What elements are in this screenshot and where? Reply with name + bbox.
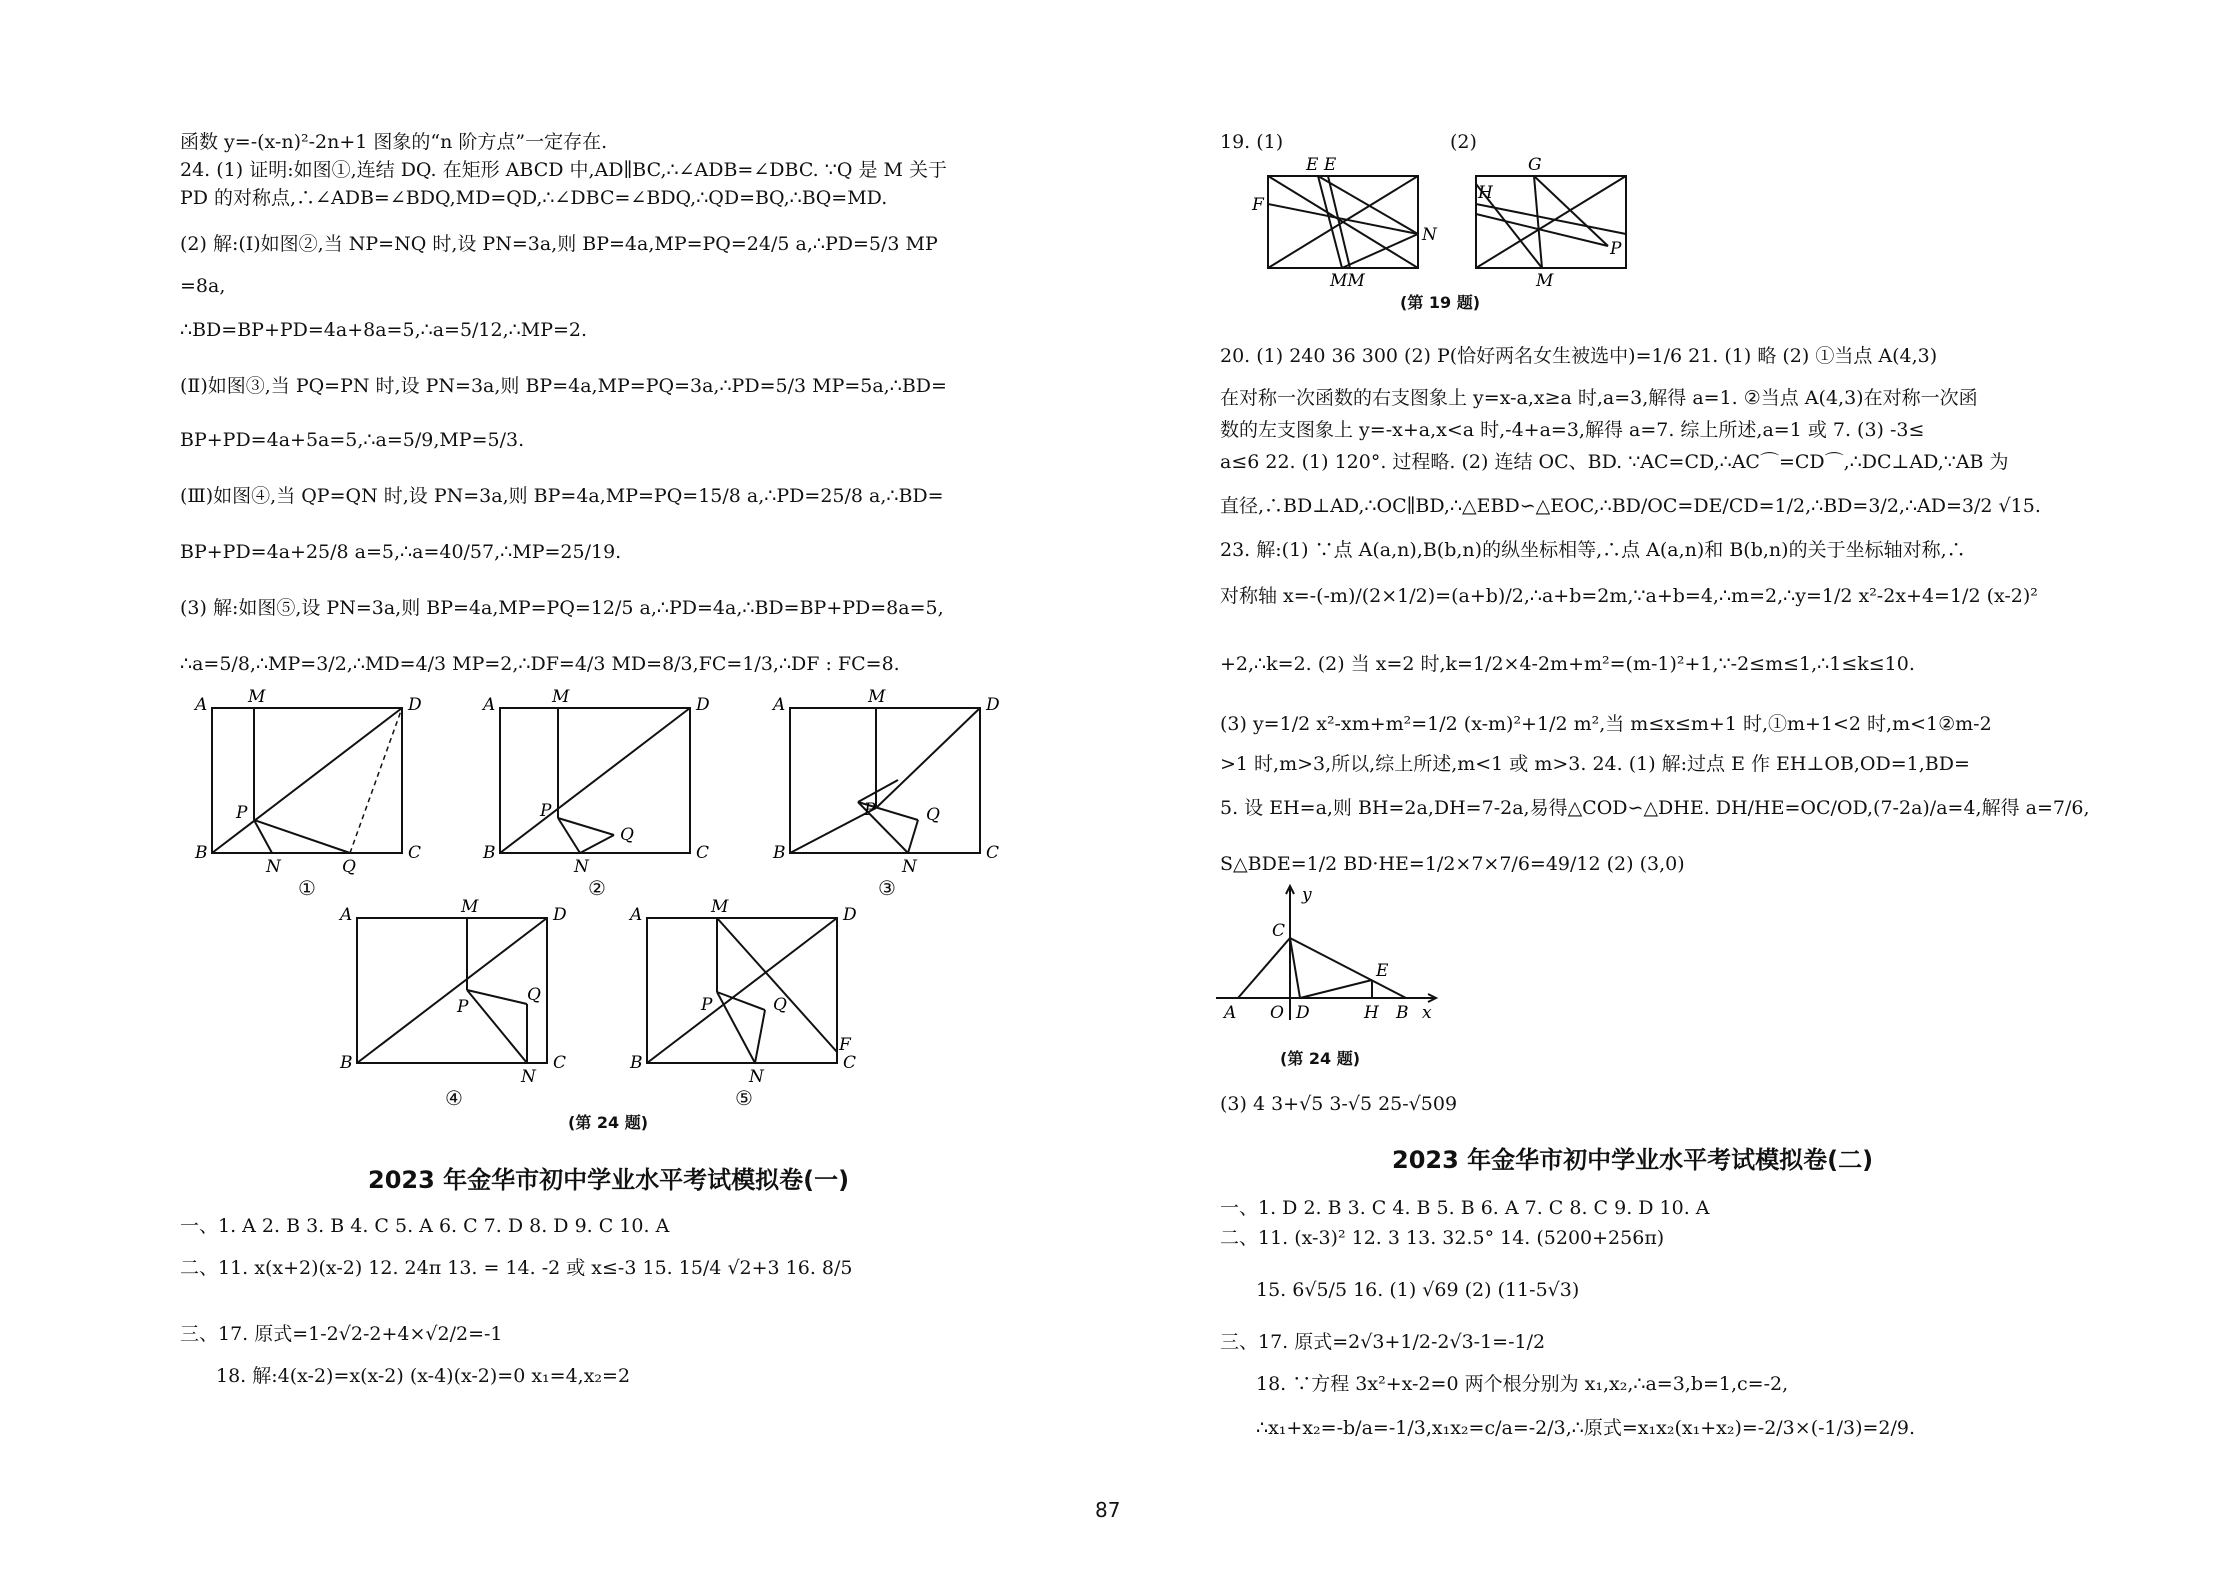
answer-line: 一、1. D 2. B 3. C 4. B 5. B 6. A 7. C 8. C 9. D 10. A xyxy=(1220,1197,1710,1219)
figure-number: ③ xyxy=(878,876,896,900)
point-label: C xyxy=(553,1053,567,1073)
figure-number: ⑤ xyxy=(735,1086,753,1110)
text-line: a≤6 22. (1) 120°. 过程略. (2) 连结 OC、BD. ∵AC=CD,∴AC⌒=CD⌒,∴DC⊥AD,∵AB 为 xyxy=(1220,451,2009,473)
figure-19-2 xyxy=(1458,150,1648,290)
text-line: BP+PD=4a+25/8 a=5,∴a=40/57,∴MP=25/19. xyxy=(180,541,622,563)
text-line: (3) 解:如图⑤,设 PN=3a,则 BP=4a,MP=PQ=12/5 a,∴PD=4a,∴BD=BP+PD=8a=5, xyxy=(180,597,944,619)
figure-number: ① xyxy=(298,876,316,900)
text-line: 直径,∴BD⊥AD,∴OC∥BD,∴△EBD∽△EOC,∴BD/OC=DE/CD=1/2,∴BD=3/2,∴AD=3/2 √15. xyxy=(1220,495,2041,517)
point-label: H xyxy=(1364,1003,1379,1023)
point-label: C xyxy=(696,843,710,863)
text-line: 函数 y=-(x-n)²-2n+1 图象的“n 阶方点”一定存在. xyxy=(180,131,608,153)
text-line: 数的左支图象上 y=-x+a,x<a 时,-4+a=3,解得 a=7. 综上所述,a=1 或 7. (3) -3≤ xyxy=(1220,419,1925,441)
point-label: A xyxy=(630,905,643,925)
point-label: D xyxy=(553,905,567,925)
point-label: N xyxy=(902,857,917,877)
point-label: A xyxy=(340,905,353,925)
text-line: ∴a=5/8,∴MP=3/2,∴MD=4/3 MP=2,∴DF=4/3 MD=8/3,FC=1/3,∴DF : FC=8. xyxy=(180,653,900,675)
point-label: N xyxy=(1422,225,1437,245)
point-label: B xyxy=(1396,1003,1409,1023)
figure-24-3 xyxy=(768,687,1000,890)
point-label: x xyxy=(1422,1003,1432,1023)
figure-caption: (第 24 题) xyxy=(568,1113,649,1132)
point-label: Q xyxy=(527,985,541,1005)
text-line: 24. (1) 证明:如图①,连结 DQ. 在矩形 ABCD 中,AD∥BC,∴∠ADB=∠DBC. ∵Q 是 M 关于 xyxy=(180,159,947,181)
answer-line: 18. 解:4(x-2)=x(x-2) (x-4)(x-2)=0 x₁=4,x₂=2 xyxy=(216,1365,631,1387)
text-line: BP+PD=4a+5a=5,∴a=5/9,MP=5/3. xyxy=(180,429,525,451)
point-label: O xyxy=(1270,1003,1284,1023)
point-label: M xyxy=(868,687,886,707)
figure-24-2 xyxy=(478,687,710,890)
text-line: >1 时,m>3,所以,综上所述,m<1 或 m>3. 24. (1) 解:过点 E 作 EH⊥OB,OD=1,BD= xyxy=(1220,753,1970,775)
point-label: C xyxy=(1272,921,1286,941)
point-label: MM xyxy=(1330,271,1365,291)
figure-19-1 xyxy=(1250,150,1460,290)
text-line: PD 的对称点,∴∠ADB=∠BDQ,MD=QD,∴∠DBC=∠BDQ,∴QD=BQ,∴BQ=MD. xyxy=(180,187,888,209)
answer-line: ∴x₁+x₂=-b/a=-1/3,x₁x₂=c/a=-2/3,∴原式=x₁x₂(x₁+x₂)=-2/3×(-1/3)=2/9. xyxy=(1256,1417,1916,1439)
point-label: E xyxy=(1376,961,1389,981)
figure-number: ② xyxy=(588,876,606,900)
q19-part2-label: (2) xyxy=(1450,131,1477,153)
figure-caption: (第 24 题) xyxy=(1280,1049,1361,1068)
answer-line: 一、1. A 2. B 3. B 4. C 5. A 6. C 7. D 8. D 9. C 10. A xyxy=(180,1215,670,1237)
point-label: B xyxy=(340,1053,353,1073)
point-label: M xyxy=(1536,271,1554,291)
point-label: P xyxy=(457,997,469,1017)
text-line: S△BDE=1/2 BD·HE=1/2×7×7/6=49/12 (2) (3,0) xyxy=(1220,853,1685,875)
point-label: M xyxy=(711,897,729,917)
answer-line: 三、17. 原式=2√3+1/2-2√3-1=-1/2 xyxy=(1220,1331,1546,1353)
point-label: F xyxy=(1252,195,1264,215)
figure-24-4 xyxy=(335,897,567,1100)
point-label: Q xyxy=(620,825,634,845)
point-label: P xyxy=(1610,239,1622,259)
point-label: M xyxy=(248,687,266,707)
text-line: (Ⅱ)如图③,当 PQ=PN 时,设 PN=3a,则 BP=4a,MP=PQ=3a,∴PD=5/3 MP=5a,∴BD= xyxy=(180,375,947,397)
text-line: 5. 设 EH=a,则 BH=2a,DH=7-2a,易得△COD∽△DHE. DH/HE=OC/OD,(7-2a)/a=4,解得 a=7/6, xyxy=(1220,797,2090,819)
page-number: 87 xyxy=(1095,1498,1121,1522)
figure-24-coordinate xyxy=(1210,880,1450,1030)
text-line: 20. (1) 240 36 300 (2) P(恰好两名女生被选中)=1/6 21. (1) 略 (2) ①当点 A(4,3) xyxy=(1220,345,1938,367)
text-line: =8a, xyxy=(180,275,226,297)
point-label: D xyxy=(986,695,1000,715)
figure-caption: (第 19 题) xyxy=(1400,293,1481,312)
point-label: D xyxy=(408,695,422,715)
point-label: C xyxy=(986,843,1000,863)
text-line: (3) y=1/2 x²-xm+m²=1/2 (x-m)²+1/2 m²,当 m≤x≤m+1 时,①m+1<2 时,m<1②m-2 xyxy=(1220,713,1992,735)
point-label: B xyxy=(773,843,786,863)
figure-24-5 xyxy=(625,897,857,1100)
point-label: A xyxy=(1224,1003,1237,1023)
point-label: F xyxy=(839,1035,851,1055)
figure-24-1 xyxy=(190,687,422,890)
answer-line: 三、17. 原式=1-2√2-2+4×√2/2=-1 xyxy=(180,1323,503,1345)
point-label: C xyxy=(843,1053,857,1073)
point-label: P xyxy=(864,800,876,820)
point-label: Q xyxy=(773,995,787,1015)
answer-line: 二、11. (x-3)² 12. 3 13. 32.5° 14. (5200+256π) xyxy=(1220,1227,1665,1249)
point-label: N xyxy=(266,857,281,877)
point-label: E E xyxy=(1306,155,1337,175)
point-label: M xyxy=(552,687,570,707)
figure-number: ④ xyxy=(445,1086,463,1110)
point-label: B xyxy=(195,843,208,863)
point-label: B xyxy=(483,843,496,863)
text-line: (3) 4 3+√5 3-√5 25-√509 xyxy=(1220,1093,1458,1115)
point-label: N xyxy=(574,857,589,877)
exam-title: 2023 年金华市初中学业水平考试模拟卷(一) xyxy=(368,1166,850,1194)
point-label: H xyxy=(1478,183,1493,203)
q19-label: 19. (1) xyxy=(1220,131,1284,153)
text-line: 23. 解:(1) ∵点 A(a,n),B(b,n)的纵坐标相等,∴点 A(a,n)和 B(b,n)的关于坐标轴对称,∴ xyxy=(1220,539,1966,561)
point-label: P xyxy=(701,995,713,1015)
answer-line: 二、11. x(x+2)(x-2) 12. 24π 13. = 14. -2 或 x≤-3 15. 15/4 √2+3 16. 8/5 xyxy=(180,1257,853,1279)
text-line: ∴BD=BP+PD=4a+8a=5,∴a=5/12,∴MP=2. xyxy=(180,319,588,341)
point-label: D xyxy=(696,695,710,715)
point-label: C xyxy=(408,843,422,863)
point-label: Q xyxy=(926,805,940,825)
point-label: D xyxy=(1296,1003,1310,1023)
point-label: A xyxy=(773,695,786,715)
point-label: P xyxy=(236,803,248,823)
text-line: (Ⅲ)如图④,当 QP=QN 时,设 PN=3a,则 BP=4a,MP=PQ=15/8 a,∴PD=25/8 a,∴BD= xyxy=(180,485,944,507)
point-label: Q xyxy=(342,857,356,877)
text-line: 在对称一次函数的右支图象上 y=x-a,x≥a 时,a=3,解得 a=1. ②当点 A(4,3)在对称一次函 xyxy=(1220,387,1978,409)
answer-line: 18. ∵方程 3x²+x-2=0 两个根分别为 x₁,x₂,∴a=3,b=1,c=-2, xyxy=(1256,1373,1789,1395)
exam-title: 2023 年金华市初中学业水平考试模拟卷(二) xyxy=(1392,1146,1874,1174)
point-label: G xyxy=(1528,155,1542,175)
point-label: P xyxy=(540,801,552,821)
answer-line: 15. 6√5/5 16. (1) √69 (2) (11-5√3) xyxy=(1256,1279,1580,1301)
point-label: A xyxy=(483,695,496,715)
text-line: +2,∴k=2. (2) 当 x=2 时,k=1/2×4-2m+m²=(m-1)²+1,∵-2≤m≤1,∴1≤k≤10. xyxy=(1220,653,1915,675)
point-label: y xyxy=(1302,885,1312,905)
point-label: D xyxy=(843,905,857,925)
point-label: N xyxy=(749,1067,764,1087)
text-line: 对称轴 x=-(-m)/(2×1/2)=(a+b)/2,∴a+b=2m,∵a+b=4,∴m=2,∴y=1/2 x²-2x+4=1/2 (x-2)² xyxy=(1220,585,2038,607)
point-label: N xyxy=(521,1067,536,1087)
text-line: (2) 解:(Ⅰ)如图②,当 NP=NQ 时,设 PN=3a,则 BP=4a,MP=PQ=24/5 a,∴PD=5/3 MP xyxy=(180,233,938,255)
point-label: M xyxy=(461,897,479,917)
point-label: B xyxy=(630,1053,643,1073)
point-label: A xyxy=(195,695,208,715)
